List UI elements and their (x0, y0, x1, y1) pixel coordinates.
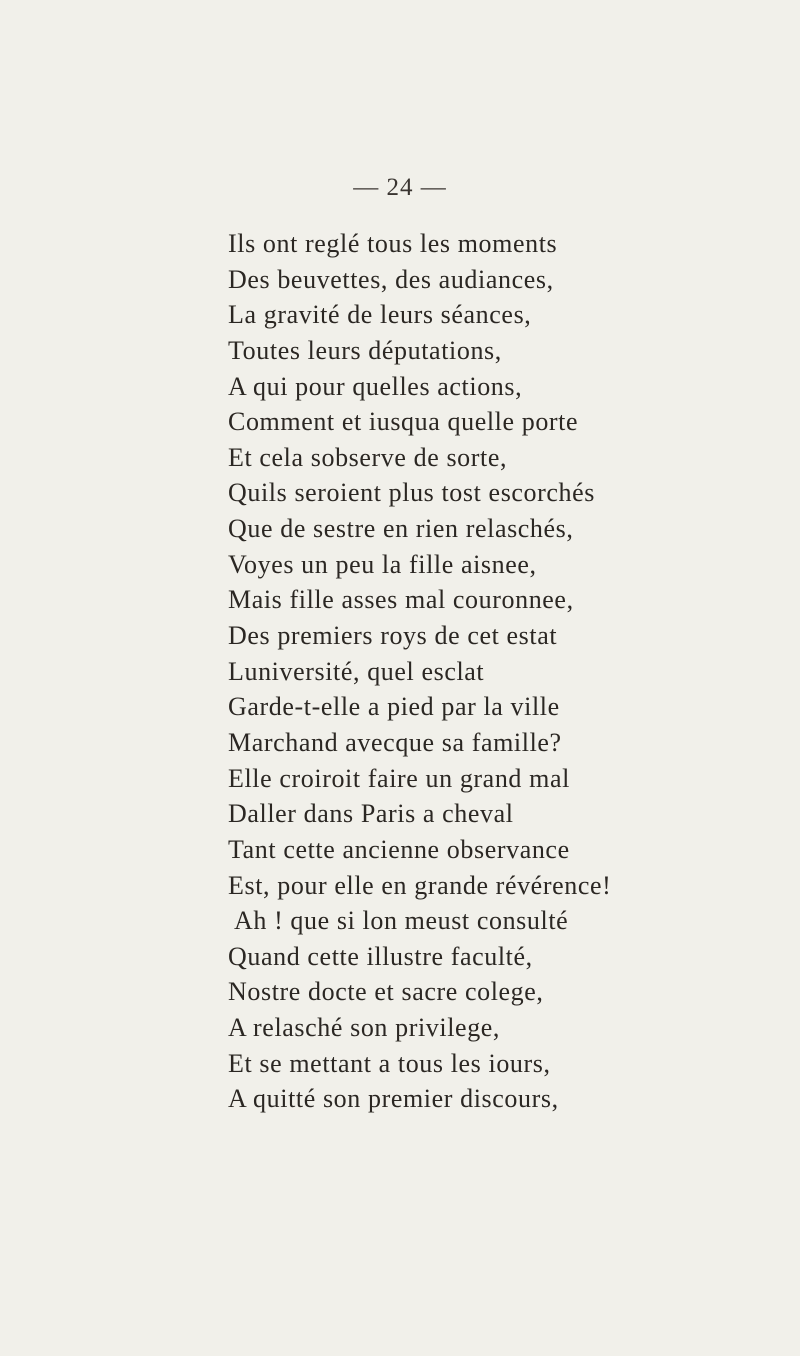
verse-line: Quand cette illustre faculté, (228, 941, 533, 971)
verse-line: Quils seroient plus tost escorchés (228, 478, 596, 508)
verse-line: Des premiers roys de cet estat (228, 621, 558, 651)
verse-line: La gravité de leurs séances, (228, 300, 532, 330)
verse-line: Daller dans Paris a cheval (228, 799, 514, 829)
verse-block (228, 226, 788, 1117)
verse-line: Des beuvettes, des audiances, (228, 264, 554, 294)
verse-line: Garde-t-elle a pied par la ville (228, 692, 560, 722)
page-number: — 24 — (353, 174, 447, 201)
verse-line: Elle croiroit faire un grand mal (228, 763, 570, 793)
verse-line: Toutes leurs députations, (228, 335, 502, 365)
verse-line: A qui pour quelles actions, (228, 371, 523, 401)
verse-line: Voyes un peu la fille aisnee, (228, 549, 537, 579)
verse-line: Ils ont reglé tous les moments (228, 229, 558, 258)
verse-line: Tant cette ancienne observance (228, 834, 570, 864)
verse-line: A quitté son premier discours, (228, 1084, 559, 1114)
verse-line: Que de sestre en rien relaschés, (228, 514, 574, 544)
verse-line: Et se mettant a tous les iours, (228, 1048, 551, 1078)
verse-line: Et cela sobserve de sorte, (228, 442, 508, 472)
verse-line: Mais fille asses mal couronnee, (228, 585, 574, 615)
verse-line: Comment et iusqua quelle porte (228, 407, 579, 437)
verse-line: Ah ! que si lon meust consulté (234, 906, 569, 936)
verse-line: Est, pour elle en grande révérence! (228, 870, 612, 900)
verse-line: A relasché son privilege, (228, 1013, 501, 1043)
verse-line: Luniversité, quel esclat (228, 656, 485, 686)
verse-line: Marchand avecque sa famille? (228, 727, 562, 757)
verse-line: Nostre docte et sacre colege, (228, 977, 544, 1007)
